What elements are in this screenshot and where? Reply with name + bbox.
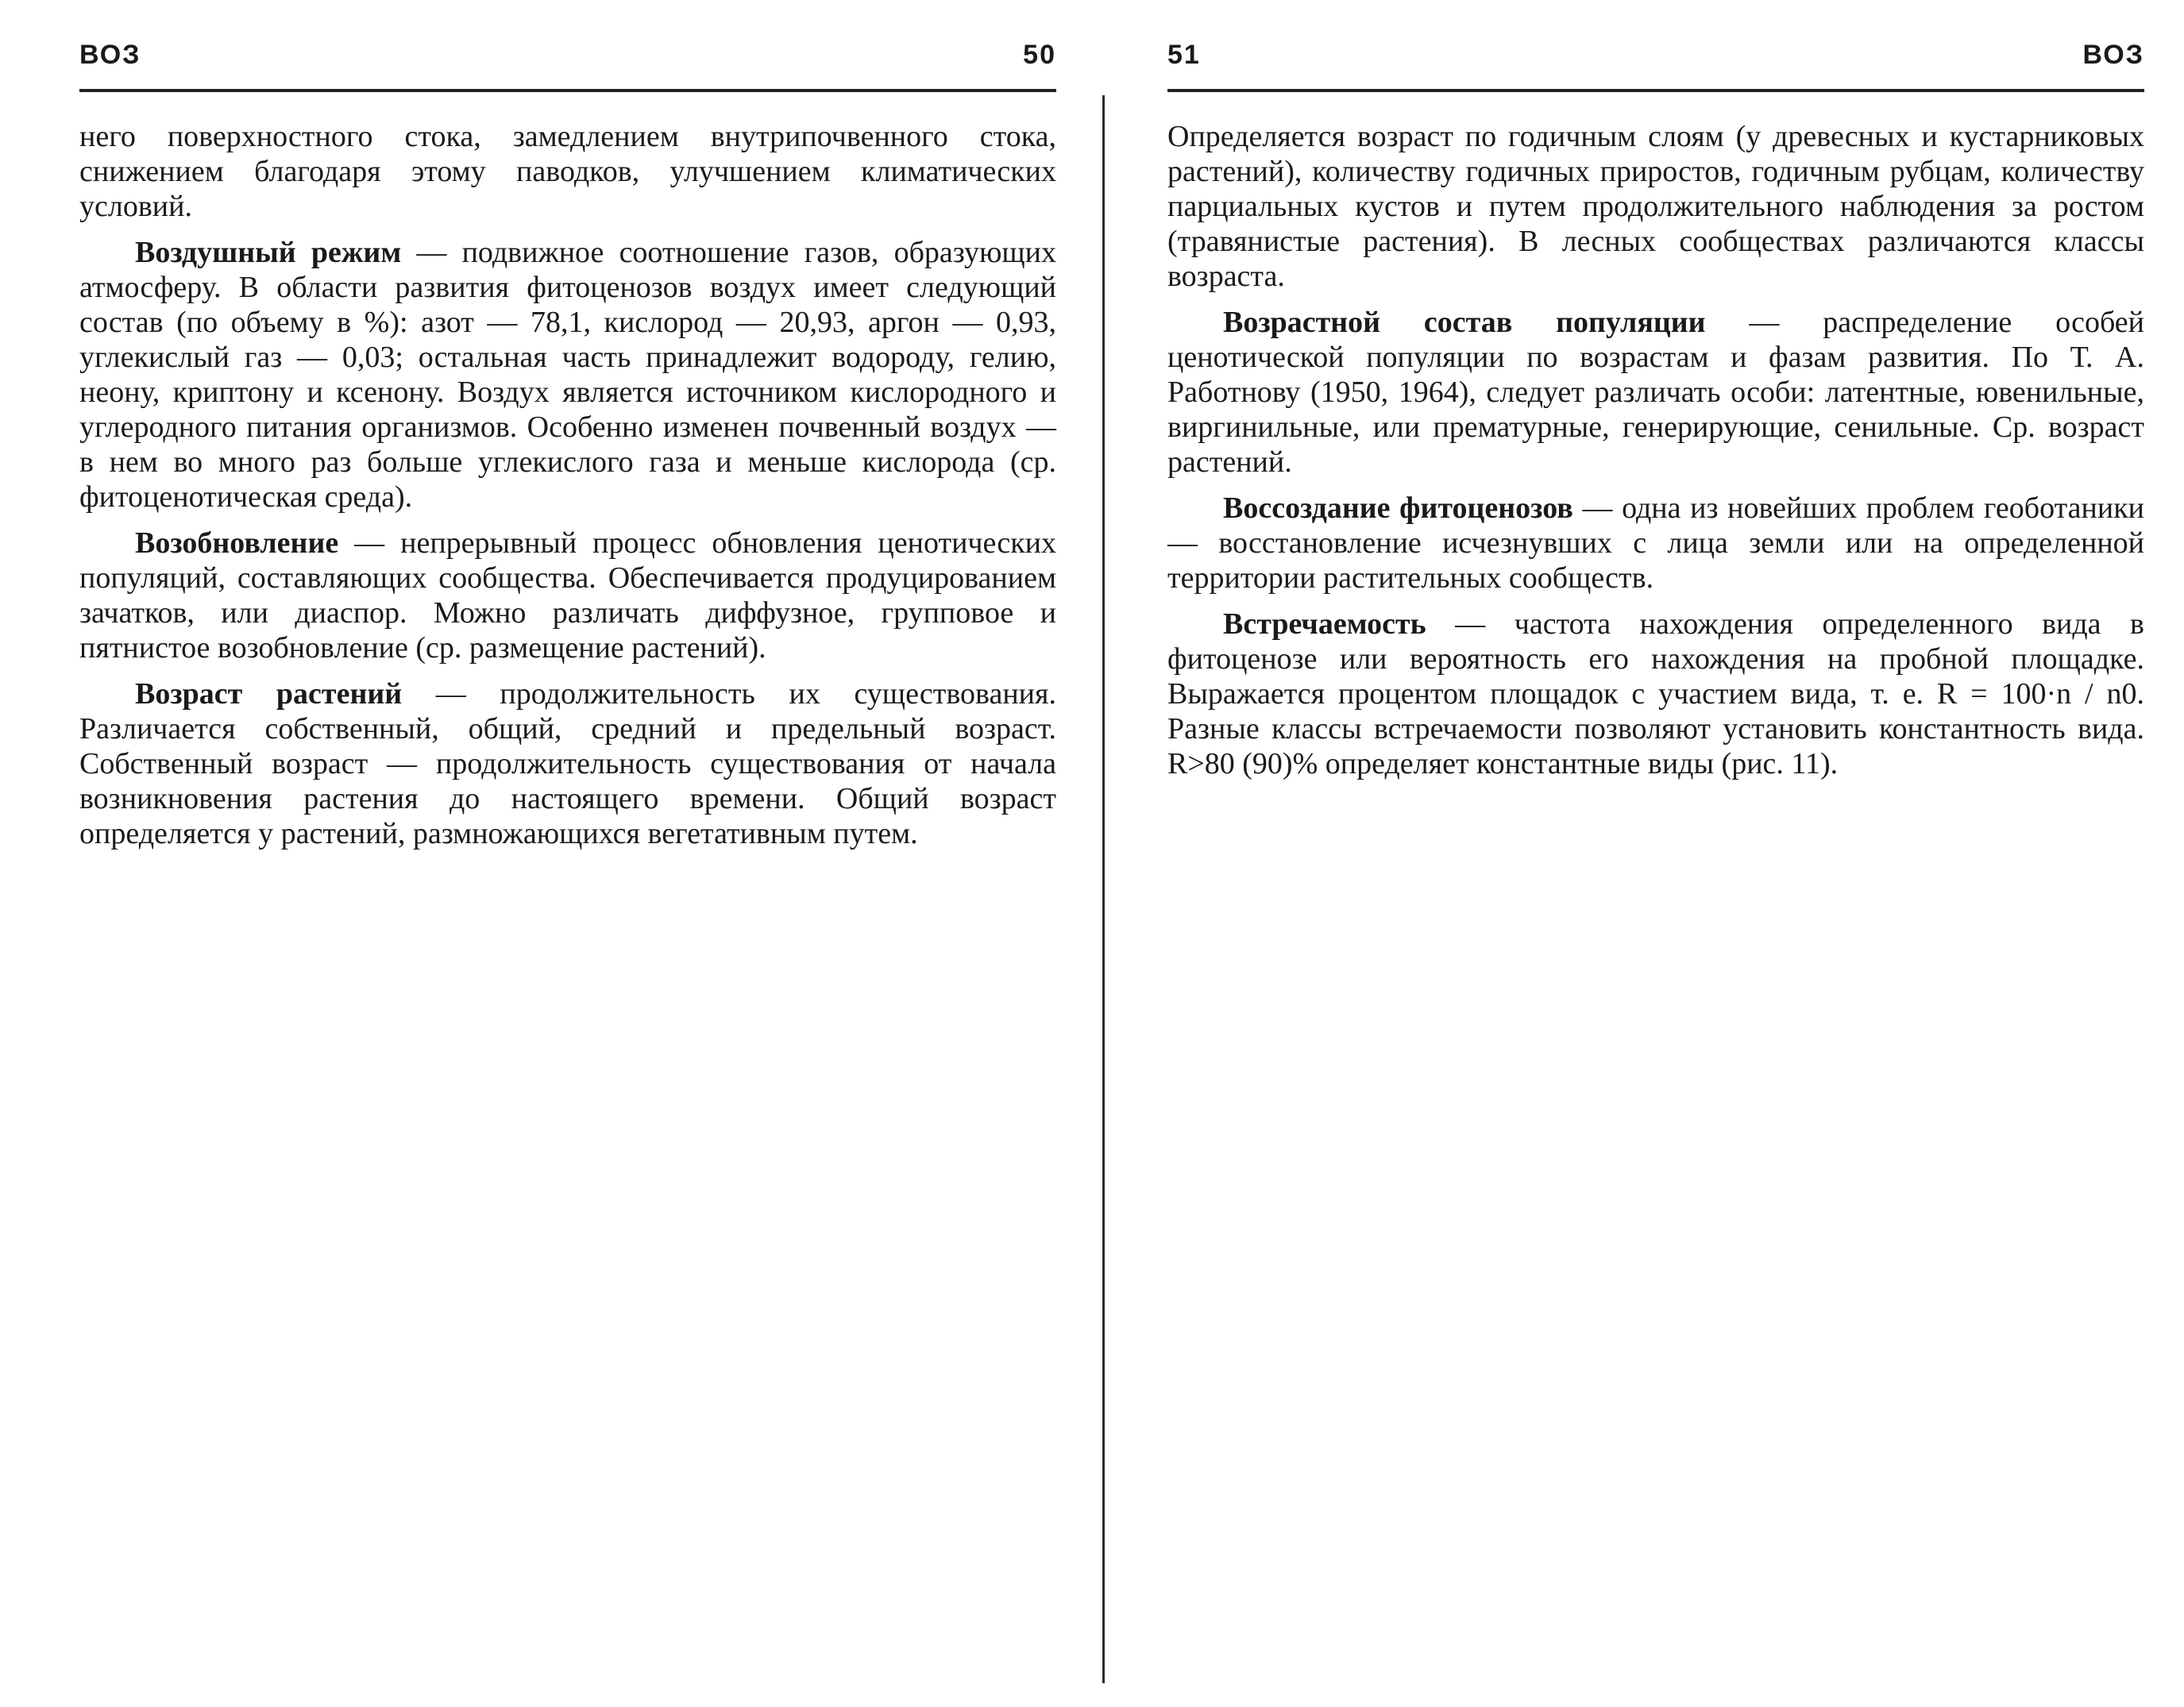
left-page <box>48 0 1072 1707</box>
entry-text: — подвижное соотношение газов, образующих атмосферу. В области развития фитоценозов воздух имеет следующий состав (по объему в %): азот — 78,1, кислород — 20,93, аргон — 0,93, углекислый газ — 0,03; остальная часть принадлежит водороду, гелию, неону, криптону и ксенону. Воздух является источником кислородного и углеродного питания организмов. Особенно изменен почвенный воздух — в нем во много раз больше углекислого газа и меньше кислорода (ср. фитоценотическая среда). <box>79 236 1056 514</box>
entry-term: Встречаемость <box>1223 607 1426 641</box>
entry <box>1167 491 2144 595</box>
paragraph-text: него поверхностного стока, замедлением внутрипочвенного стока, снижением благодаря этому паводков, улучшением климатических условий. <box>79 120 1056 223</box>
entry-term: Возобновление <box>135 526 339 560</box>
entry-text: — частота нахождения определенного вида в фитоценозе или вероятность его нахождения на пробной площадке. Выражается процентом площадок с участием вида, т. е. R = 100·n / n0. Разные классы встречаемости позволяют установить константность вида. R>80 (90)% определяет константные виды (рис. 11). <box>1167 607 2144 780</box>
entry-text: — непрерывный процесс обновления ценотических популяций, составляющих сообщества. Обеспечивается продуцированием зачатков, или диаспор. Можно различать диффузное, групповое и пятнистое возобновление (ср. размещение растений). <box>79 526 1056 665</box>
entry-term: Воздушный режим <box>135 236 402 269</box>
left-page-body <box>79 119 1056 862</box>
entry-text: — распределение особей ценотической популяции по возрастам и фазам развития. По Т. А. Работнову (1950, 1964), следует различать особи: латентные, ювенильные, виргинильные, или прематурные, генерирующие, сенильные. Ср. возраст растений. <box>1167 306 2144 479</box>
right-page-header <box>1167 32 2144 79</box>
entry <box>79 676 1056 851</box>
entry-text: — одна из новейших проблем геоботаники — восстановление исчезнувших с лица земли или на определенной территории растительных сообществ. <box>1167 491 2145 595</box>
left-page-header <box>79 32 1056 79</box>
entry-text: — продолжительность их существования. Различается собственный, общий, средний и предельный возраст. Собственный возраст — продолжительность существования от начала возникновения растения до настоящего времени. Общий возраст определяется у растений, размножающихся вегетативным путем. <box>79 677 1056 850</box>
paragraph-text: Определяется возраст по годичным слоям (у древесных и кустарниковых растений), количеству годичных приростов, годичным рубцам, количеству парциальных кустов и путем продолжительного наблюдения за ростом (травянистые растения). В лесных сообществах различаются классы возраста. <box>1167 120 2144 293</box>
paragraph <box>79 119 1056 224</box>
header-rule <box>1167 89 2144 92</box>
entry <box>79 526 1056 665</box>
paragraph <box>1167 119 2144 294</box>
book-spine <box>1102 95 1105 1683</box>
entry-term: Возрастной состав популяции <box>1223 306 1706 339</box>
running-head: ВОЗ <box>79 40 141 70</box>
right-page-body <box>1167 119 2144 792</box>
entry-term: Возраст растений <box>135 677 403 711</box>
entry-term: Воссоздание фитоценозов <box>1223 491 1573 525</box>
running-head: ВОЗ <box>2082 40 2144 70</box>
header-rule <box>79 89 1056 92</box>
page-number: 50 <box>1023 40 1056 70</box>
entry <box>79 235 1056 514</box>
page-number: 51 <box>1167 40 1201 70</box>
entry <box>1167 607 2144 781</box>
entry <box>1167 305 2144 480</box>
right-page <box>1136 0 2160 1707</box>
